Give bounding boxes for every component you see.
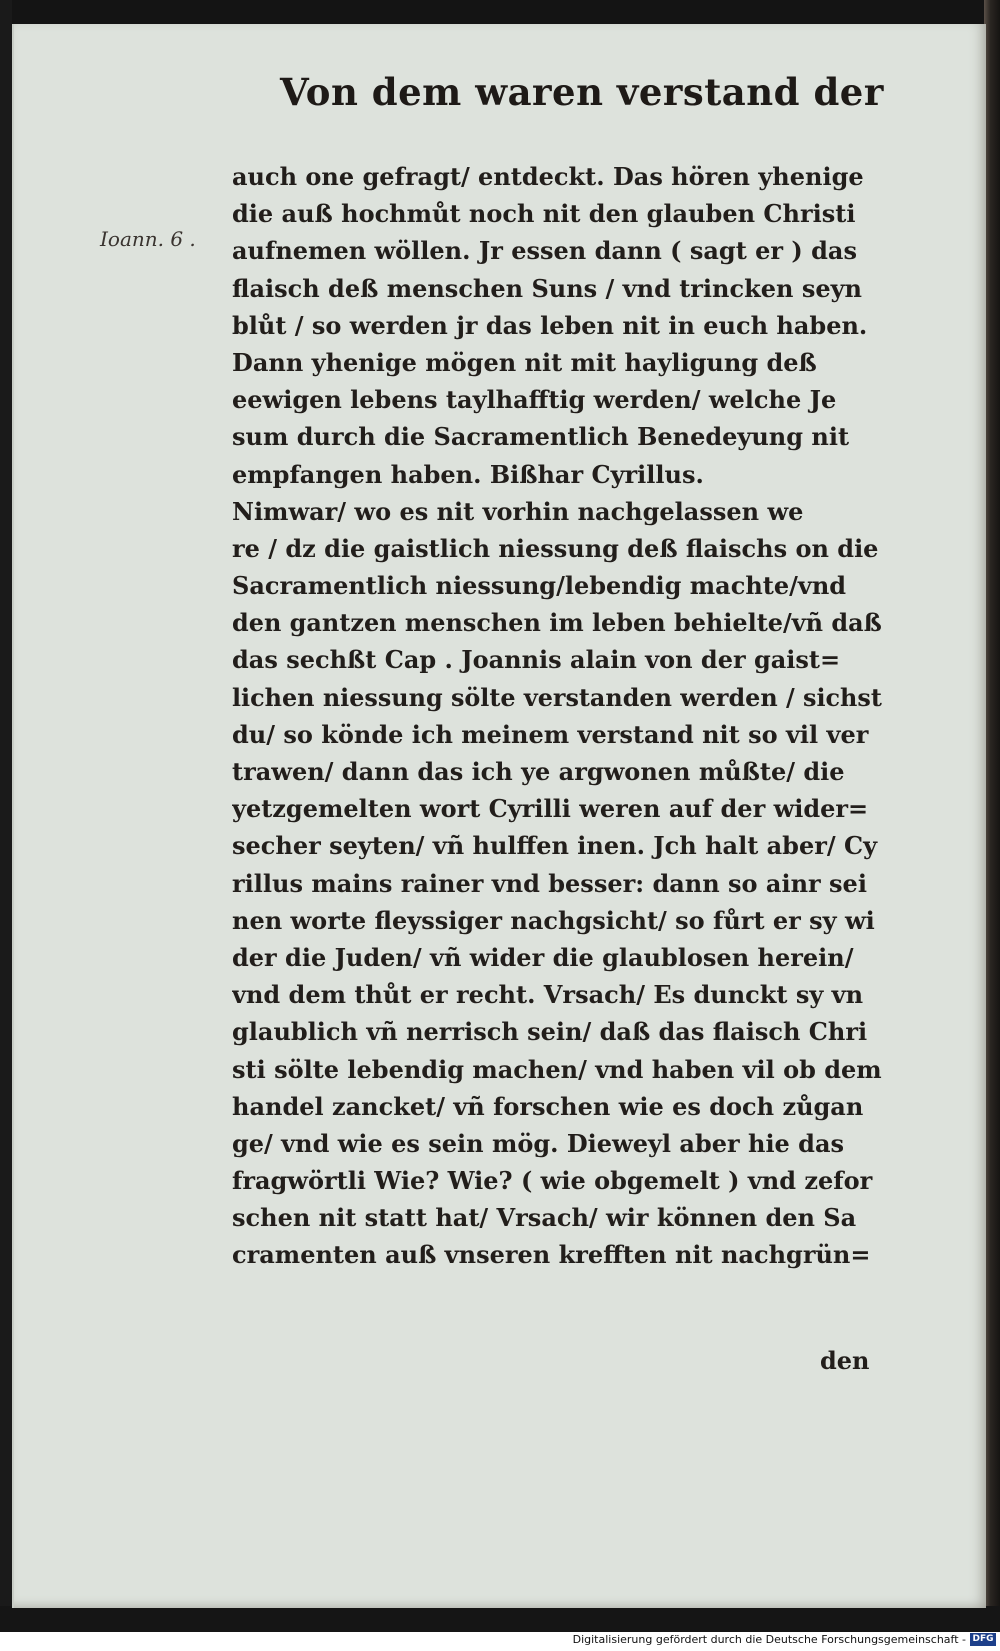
scan-top-border [0,0,1000,26]
text-line: cramenten auß vnseren krefften nit nachgrün= [232,1240,871,1270]
text-line: aufnemen wöllen. Jr essen dann ( sagt er ) das [232,236,857,266]
text-line: blůt / so werden jr das leben nit in euch haben. [232,310,868,340]
text-line: handel zancket/ vñ forschen wie es doch zůgan [232,1091,864,1121]
text-line: ge/ vnd wie es sein mög. Dieweyl aber hie das [232,1128,845,1158]
catchword: den [820,1346,870,1375]
text-line: fragwörtli Wie? Wie? ( wie obgemelt ) vnd zefor [232,1166,873,1196]
text-line: auch one gefragt/ entdeckt. Das hören yhenige [232,162,864,191]
text-line: der die Juden/ vñ wider die glaublosen herein/ [232,942,854,972]
funding-note: Digitalisierung gefördert durch die Deutsche Forschungsgemeinschaft - [572,1633,966,1646]
text-line: secher seyten/ vñ hulffen inen. Jch halt aber/ Cy [232,831,878,861]
text-line: sum durch die Sacramentlich Benedeyung nit [232,422,850,452]
text-line: schen nit statt hat/ Vrsach/ wir können den Sa [232,1203,857,1233]
text-line: den gantzen menschen im leben behielte/vñ daß [232,608,882,638]
text-line: nen worte fleyssiger nachgsicht/ so fůrt er sy wi [232,905,875,935]
text-line: vnd dem thůt er recht. Vrsach/ Es dunckt sy vn [232,980,864,1010]
text-line: du/ so köndе ich meinem verstand nit so vil ver [232,719,869,749]
dfg-logo: DFG [970,1633,996,1646]
text-line: Nimwar/ wo es nit vorhin nachgelassen we [232,496,804,526]
text-line: re / dz die gaistlich niessung deß flaischs on die [232,533,879,563]
text-line: sti sölte lebendig machen/ vnd haben vil ob dem [232,1054,882,1084]
running-title: Von dem waren verstand der [280,70,884,114]
text-line: rillus mains rainer vnd besser: dann so ainr sei [232,868,867,898]
text-line: Sacramentlich niessung/lebendig machte/vnd [232,571,847,601]
text-line: flaisch deß menschen Suns / vnd trincken seyn [232,273,862,303]
text-line: eewigen lebens taylhafftig werden/ welche Je [232,385,837,415]
scan-left-border [0,0,12,1620]
scan-bottom-border [0,1606,1000,1632]
margin-note: Ioann. 6 . [100,227,196,251]
text-line: trawen/ dann das ich ye argwonen můßte/ die [232,757,845,786]
text-line: empfangen haben. Bißhar Cyrillus. [232,459,704,489]
text-line: Dann yhenige mögen nit mit hayligung deß [232,347,817,377]
body-text [232,158,892,1274]
text-line: yetzgemelten wort Cyrilli weren auf der wider= [232,794,869,824]
scan-right-border [984,0,1000,1620]
text-line: lichen niessung sölte verstanden werden / sichst [232,682,882,712]
text-line: die auß hochmůt noch nit den glauben Christi [232,199,856,229]
text-line: glaublich vñ nerrisch sein/ daß das flaisch Chri [232,1017,868,1047]
text-line: das sechßt Cap . Joannis alain von der gaist= [232,645,841,675]
